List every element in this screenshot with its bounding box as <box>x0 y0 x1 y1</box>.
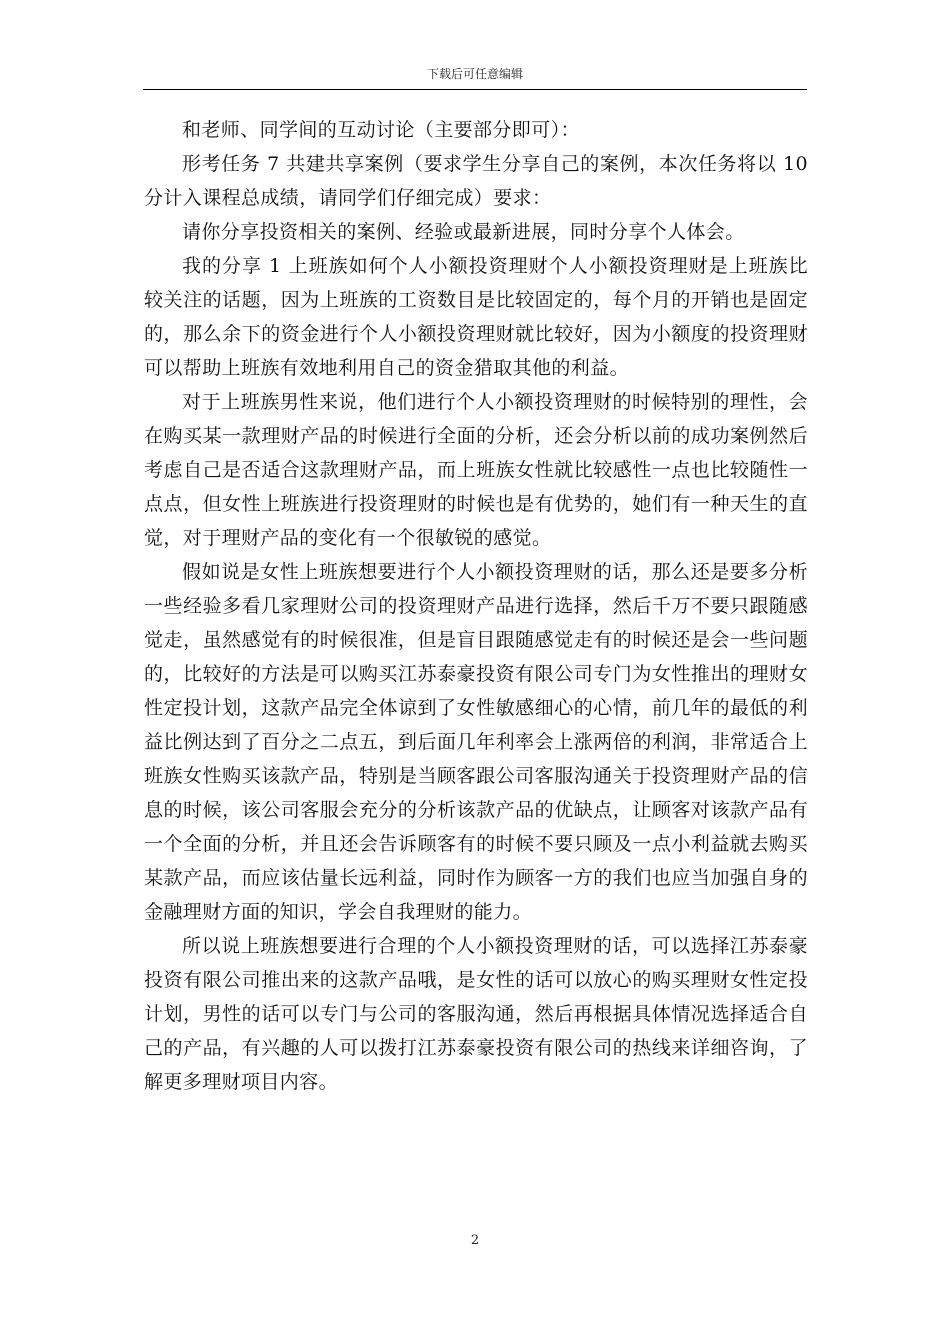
paragraph-conclusion: 所以说上班族想要进行合理的个人小额投资理财的话，可以选择江苏泰豪投资有限公司推出来的这款产品哦，是女性的话可以放心的购买理财女性定投计划，男性的话可以专门与公司的客服沟通，然后再根据具体情况选择适合自己的产品，有兴趣的人可以拨打江苏泰豪投资有限公司的热线来详细咨询，了解更多理财项目内容。 <box>144 935 808 1093</box>
document-body <box>144 113 808 1099</box>
page-header: 下载后可任意编辑 <box>426 67 523 81</box>
paragraph-female-advice: 假如说是女性上班族想要进行个人小额投资理财的话，那么还是要多分析一些经验多看几家理财公司的投资理财产品进行选择，然后千万不要只跟随感觉走，虽然感觉有的时候很准，但是盲目跟随感觉走有的时候还是会一些问题的，比较好的方法是可以购买江苏泰豪投资有限公司专门为女性推出的理财女性定投计划，这款产品完全体谅到了女性敏感细心的心情，前几年的最低的利益比例达到了百分之二点五，到后面几年利率会上涨两倍的利润，非常适合上班族女性购买该款产品，特别是当顾客跟公司客服沟通关于投资理财产品的信息的时候，该公司客服会充分的分析该款产品的优缺点，让顾客对该款产品有一个全面的分析，并且还会告诉顾客有的时候不要只顾及一点小利益就去购买某款产品，而应该估量长远利益，同时作为顾客一方的我们也应当加强自身的金融理财方面的知识，学会自我理财的能力。 <box>144 561 808 923</box>
paragraph-task-requirement: 形考任务 7 共建共享案例（要求学生分享自己的案例，本次任务将以 10 分计入课程总成绩，请同学们仔细完成）要求： <box>144 153 808 209</box>
paragraph-discussion-heading: 和老师、同学间的互动讨论（主要部分即可）： <box>182 119 580 141</box>
paragraph-male-female: 对于上班族男性来说，他们进行个人小额投资理财的时候特别的理性，会在购买某一款理财产品的时候进行全面的分析，还会分析以前的成功案例然后考虑自己是否适合这款理财产品，而上班族女性就比较感性一点也比较随性一点点，但女性上班族进行投资理财的时候也是有优势的，她们有一种天生的直觉，对于理财产品的变化有一个很敏锐的感觉。 <box>144 391 808 549</box>
paragraph-task-prompt: 请你分享投资相关的案例、经验或最新进展，同时分享个人体会。 <box>182 221 745 243</box>
page-number: 2 <box>470 1233 480 1248</box>
header-rule <box>143 89 807 90</box>
paragraph-share-intro: 我的分享 1 上班族如何个人小额投资理财个人小额投资理财是上班族比较关注的话题，因为上班族的工资数目是比较固定的，每个月的开销也是固定的，那么余下的资金进行个人小额投资理财就比较好，因为小额度的投资理财可以帮助上班族有效地利用自己的资金猎取其他的利益。 <box>144 255 808 379</box>
